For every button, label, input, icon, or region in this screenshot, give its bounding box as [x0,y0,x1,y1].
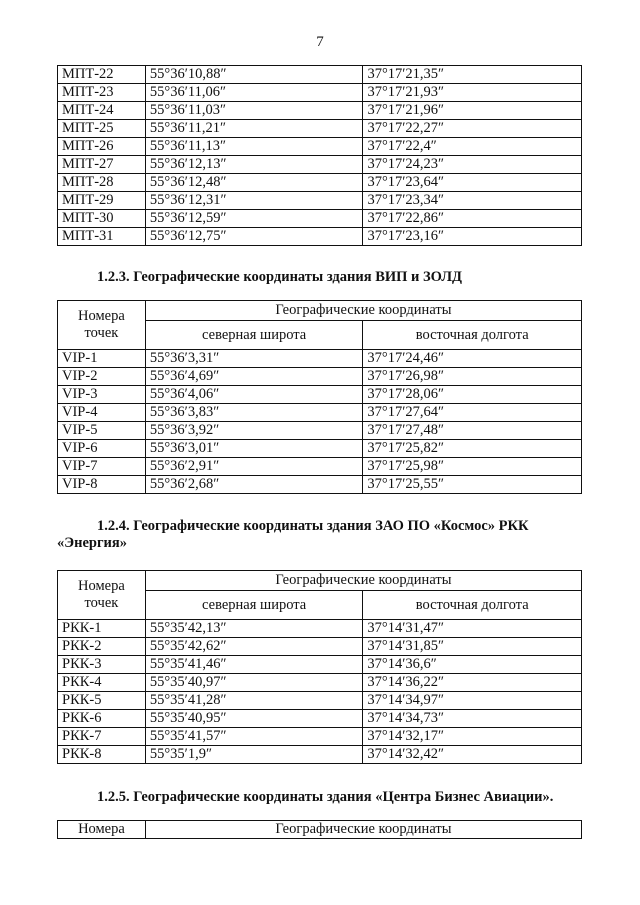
longitude-cell: 37°17′21,35″ [363,66,582,84]
point-id-cell: МПТ-31 [58,228,146,246]
latitude-cell: 55°36′4,69″ [145,368,363,386]
table-row [58,458,582,476]
latitude-cell: 55°36′3,31″ [145,350,363,368]
latitude-cell: 55°36′2,91″ [145,458,363,476]
table-row [58,440,582,458]
longitude-cell: 37°17′22,4″ [363,138,582,156]
table-vip [57,300,582,494]
longitude-cell: 37°17′24,23″ [363,156,582,174]
latitude-cell: 55°35′42,62″ [145,638,363,656]
latitude-cell: 55°35′40,95″ [145,710,363,728]
point-id-cell: МПТ-23 [58,84,146,102]
point-id-cell: МПТ-24 [58,102,146,120]
table-row [58,674,582,692]
point-id-cell: VIP-7 [58,458,146,476]
point-id-cell: МПТ-27 [58,156,146,174]
point-id-cell: РКК-8 [58,746,146,764]
longitude-cell: 37°14′32,17″ [363,728,582,746]
latitude-cell: 55°35′42,13″ [145,620,363,638]
latitude-cell: 55°35′41,57″ [145,728,363,746]
longitude-cell: 37°14′34,97″ [363,692,582,710]
longitude-cell: 37°17′21,96″ [363,102,582,120]
table-row [58,728,582,746]
table-header-points: Номера точек [58,301,146,350]
section-heading-rkk-line2: «Энергия» [57,535,127,551]
table-header-geo: Географические координаты [145,821,581,839]
latitude-cell: 55°36′11,06″ [145,84,363,102]
table-header-points: Номера точек [58,571,146,620]
page-number: 7 [316,34,324,50]
table-row [58,66,582,84]
table-row [58,102,582,120]
longitude-cell: 37°14′31,85″ [363,638,582,656]
longitude-cell: 37°17′22,86″ [363,210,582,228]
longitude-cell: 37°14′36,6″ [363,656,582,674]
table-row [58,156,582,174]
point-id-cell: МПТ-26 [58,138,146,156]
longitude-cell: 37°17′22,27″ [363,120,582,138]
table-row [58,710,582,728]
section-heading-vip: 1.2.3. Географические координаты здания ВИП и ЗОЛД [97,269,463,285]
longitude-cell: 37°17′28,06″ [363,386,582,404]
table-header-lon: восточная долгота [363,321,582,350]
table-row [58,368,582,386]
longitude-cell: 37°17′25,55″ [363,476,582,494]
table-row [58,404,582,422]
longitude-cell: 37°17′23,34″ [363,192,582,210]
point-id-cell: РКК-1 [58,620,146,638]
point-id-cell: VIP-2 [58,368,146,386]
point-id-cell: РКК-3 [58,656,146,674]
table-mpt-body [58,66,582,246]
longitude-cell: 37°17′24,46″ [363,350,582,368]
table-row [58,210,582,228]
longitude-cell: 37°17′27,64″ [363,404,582,422]
longitude-cell: 37°17′23,64″ [363,174,582,192]
table-row [58,192,582,210]
table-vip-body [58,350,582,494]
point-id-cell: РКК-6 [58,710,146,728]
table-row [58,422,582,440]
table-row [58,228,582,246]
section-heading-cba: 1.2.5. Географические координаты здания «Центра Бизнес Авиации». [97,789,554,805]
section-heading-rkk [57,518,585,552]
table-row [58,656,582,674]
table-header-geo: Географические координаты [145,571,581,591]
table-row [58,350,582,368]
longitude-cell: 37°17′25,98″ [363,458,582,476]
longitude-cell: 37°17′27,48″ [363,422,582,440]
longitude-cell: 37°14′32,42″ [363,746,582,764]
latitude-cell: 55°36′12,13″ [145,156,363,174]
table-mpt [57,65,582,246]
latitude-cell: 55°36′11,21″ [145,120,363,138]
table-row [58,84,582,102]
latitude-cell: 55°36′11,03″ [145,102,363,120]
longitude-cell: 37°17′26,98″ [363,368,582,386]
table-row [58,138,582,156]
latitude-cell: 55°36′3,92″ [145,422,363,440]
table-rkk [57,570,582,764]
table-rkk-body [58,620,582,764]
latitude-cell: 55°35′1,9″ [145,746,363,764]
point-id-cell: МПТ-22 [58,66,146,84]
point-id-cell: VIP-3 [58,386,146,404]
point-id-cell: МПТ-28 [58,174,146,192]
latitude-cell: 55°36′11,13″ [145,138,363,156]
table-header-lat: северная широта [145,321,363,350]
point-id-cell: МПТ-29 [58,192,146,210]
table-row [58,386,582,404]
table-header-points: Номера [58,821,146,839]
table-row [58,638,582,656]
table-row [58,174,582,192]
latitude-cell: 55°36′2,68″ [145,476,363,494]
latitude-cell: 55°36′12,75″ [145,228,363,246]
latitude-cell: 55°36′12,59″ [145,210,363,228]
point-id-cell: РКК-5 [58,692,146,710]
table-header-lat: северная широта [145,591,363,620]
latitude-cell: 55°36′12,31″ [145,192,363,210]
point-id-cell: МПТ-25 [58,120,146,138]
table-header-geo: Географические координаты [145,301,581,321]
latitude-cell: 55°36′3,01″ [145,440,363,458]
table-row [58,692,582,710]
point-id-cell: VIP-1 [58,350,146,368]
longitude-cell: 37°14′36,22″ [363,674,582,692]
point-id-cell: VIP-6 [58,440,146,458]
table-row [58,476,582,494]
latitude-cell: 55°35′41,46″ [145,656,363,674]
point-id-cell: VIP-4 [58,404,146,422]
table-row [58,620,582,638]
longitude-cell: 37°17′25,82″ [363,440,582,458]
point-id-cell: VIP-8 [58,476,146,494]
point-id-cell: РКК-2 [58,638,146,656]
table-header-lon: восточная долгота [363,591,582,620]
point-id-cell: РКК-4 [58,674,146,692]
point-id-cell: РКК-7 [58,728,146,746]
latitude-cell: 55°36′12,48″ [145,174,363,192]
latitude-cell: 55°35′41,28″ [145,692,363,710]
table-cba [57,820,582,839]
longitude-cell: 37°14′34,73″ [363,710,582,728]
latitude-cell: 55°36′3,83″ [145,404,363,422]
longitude-cell: 37°17′21,93″ [363,84,582,102]
section-heading-rkk-line1: 1.2.4. Географические координаты здания ЗАО ПО «Космос» РКК [97,518,529,534]
latitude-cell: 55°35′40,97″ [145,674,363,692]
point-id-cell: VIP-5 [58,422,146,440]
table-row [58,120,582,138]
longitude-cell: 37°14′31,47″ [363,620,582,638]
latitude-cell: 55°36′10,88″ [145,66,363,84]
latitude-cell: 55°36′4,06″ [145,386,363,404]
point-id-cell: МПТ-30 [58,210,146,228]
longitude-cell: 37°17′23,16″ [363,228,582,246]
table-row [58,746,582,764]
